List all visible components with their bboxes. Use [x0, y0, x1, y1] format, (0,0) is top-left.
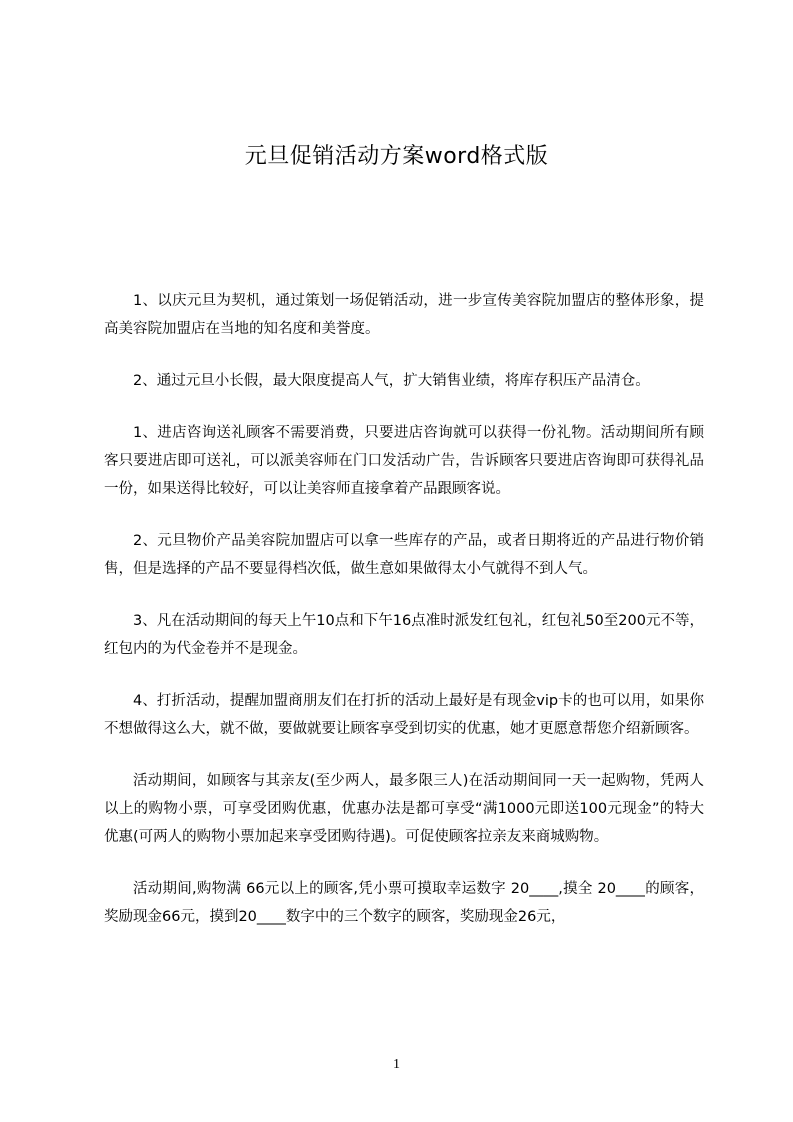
- paragraph-8: 活动期间,购物满 66元以上的顾客,凭小票可摸取幸运数字 20____,摸全 20____的顾客，奖励现金66元，摸到20____数字中的三个数字的顾客，奖励现金26元，: [104, 881, 704, 925]
- page-number: 1: [393, 1057, 400, 1072]
- paragraph-1: 1、以庆元旦为契机，通过策划一场促销活动，进一步宣传美容院加盟店的整体形象，提高美容院加盟店在当地的知名度和美誉度。: [104, 293, 704, 337]
- paragraph-2: 2、通过元旦小长假，最大限度提高人气，扩大销售业绩，将库存积压产品清仓。: [133, 373, 650, 389]
- paragraph-7: 活动期间，如顾客与其亲友(至少两人，最多限三人)在活动期间同一天一起购物，凭两人以上的购物小票，可享受团购优惠，优惠办法是都可享受“满1000元即送100元现金”的特大优惠(可两人的购物小票加起来享受团购待遇)。可促使顾客拉亲友来商城购物。: [104, 773, 704, 845]
- document-body: [104, 287, 704, 955]
- paragraph-6: 4、打折活动，提醒加盟商朋友们在打折的活动上最好是有现金vip卡的也可以用，如果你不想做得这么大，就不做，要做就要让顾客享受到切实的优惠，她才更愿意帮您介绍新顾客。: [104, 693, 704, 737]
- paragraph-5: 3、凡在活动期间的每天上午10点和下午16点准时派发红包礼，红包礼50至200元不等，红包内的为代金卷并不是现金。: [104, 613, 704, 657]
- paragraph-4: 2、元旦物价产品美容院加盟店可以拿一些库存的产品，或者日期将近的产品进行物价销售，但是选择的产品不要显得档次低，做生意如果做得太小气就得不到人气。: [104, 533, 704, 577]
- paragraph-3: 1、进店咨询送礼顾客不需要消费，只要进店咨询就可以获得一份礼物。活动期间所有顾客只要进店即可送礼，可以派美容师在门口发活动广告，告诉顾客只要进店咨询即可获得礼品一份，如果送得比较好，可以让美容师直接拿着产品跟顾客说。: [104, 425, 704, 497]
- document-title: 元旦促销活动方案word格式版: [244, 144, 549, 169]
